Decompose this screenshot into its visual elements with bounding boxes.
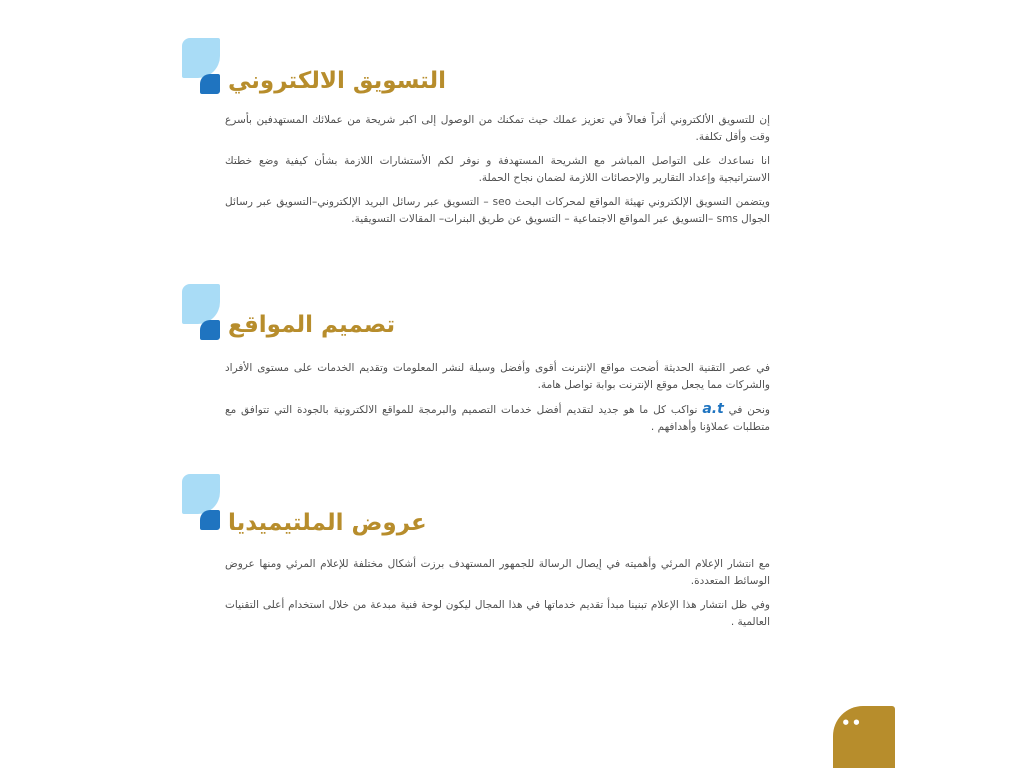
section-bullet-icon (180, 474, 224, 532)
section-e-marketing (180, 38, 770, 228)
section-body (225, 112, 770, 235)
paragraph-prefix: ونحن في (728, 404, 770, 416)
section-body (225, 556, 770, 638)
section-web-design (180, 284, 770, 444)
paragraph-suffix: نواكب كل ما هو جديد لتقديم أفضل خدمات التصميم والبرمجة للمواقع الالكترونية بالجودة التي تتوافق مع متطلبات عملاؤنا وأهدافهم . (225, 404, 770, 433)
corner-dots-icon: •• (841, 714, 863, 732)
section-title: التسويق الالكتروني (228, 68, 447, 94)
section-bullet-icon (180, 38, 224, 96)
section-body (225, 360, 770, 443)
brand-logo: a.t (702, 401, 724, 417)
paragraph: وفي ظل انتشار هذا الإعلام تبنينا مبدأ تقديم خدماتها في هذا المجال ليكون لوحة فنية مبدعة من خلال استخدام أعلى التقنيات العالمية . (225, 599, 770, 628)
section-title: تصميم المواقع (228, 312, 396, 338)
paragraph: انا نساعدك على التواصل المباشر مع الشريحة المستهدفة و نوفر لكم الأستشارات اللازمة بشأن كيفية وضع خطتك الاستراتيجية وإعداد التقارير والإحصائات اللازمة لضمان نجاح الحملة. (225, 155, 770, 184)
paragraph: في عصر التقنية الحديثة أضحت مواقع الإنترنت أقوى وأفضل وسيلة لنشر المعلومات وتقديم الخدمات على مستوى الأفراد والشركات مما يجعل موقع الإنترنت بوابة تواصل هامة. (225, 362, 770, 391)
section-title: عروض الملتيميديا (228, 510, 427, 536)
page-corner-tab (833, 706, 895, 768)
paragraph (225, 401, 770, 435)
section-multimedia (180, 474, 770, 634)
paragraph: مع انتشار الإعلام المرئي وأهميته في إيصال الرسالة للجمهور المستهدف برزت أشكال مختلفة للإعلام المرئي ومنها عروض الوسائط المتعددة. (225, 558, 770, 587)
paragraph: ويتضمن التسويق الإلكتروني تهيئة المواقع لمحركات البحث seo – التسويق عبر رسائل البريد الإلكتروني–التسويق عبر رسائل الجوال sms –التسويق عبر المواقع الاجتماعية – التسويق عن طريق البنرات– المقالات التسويقية. (225, 196, 770, 225)
paragraph: إن للتسويق الألكتروني أثراً فعالاً في تعزيز عملك حيث تمكنك من الوصول إلى اكبر شريحة من عملائك المستهدفين بأسرع وقت وأقل تكلفة. (225, 114, 770, 143)
section-bullet-icon (180, 284, 224, 342)
